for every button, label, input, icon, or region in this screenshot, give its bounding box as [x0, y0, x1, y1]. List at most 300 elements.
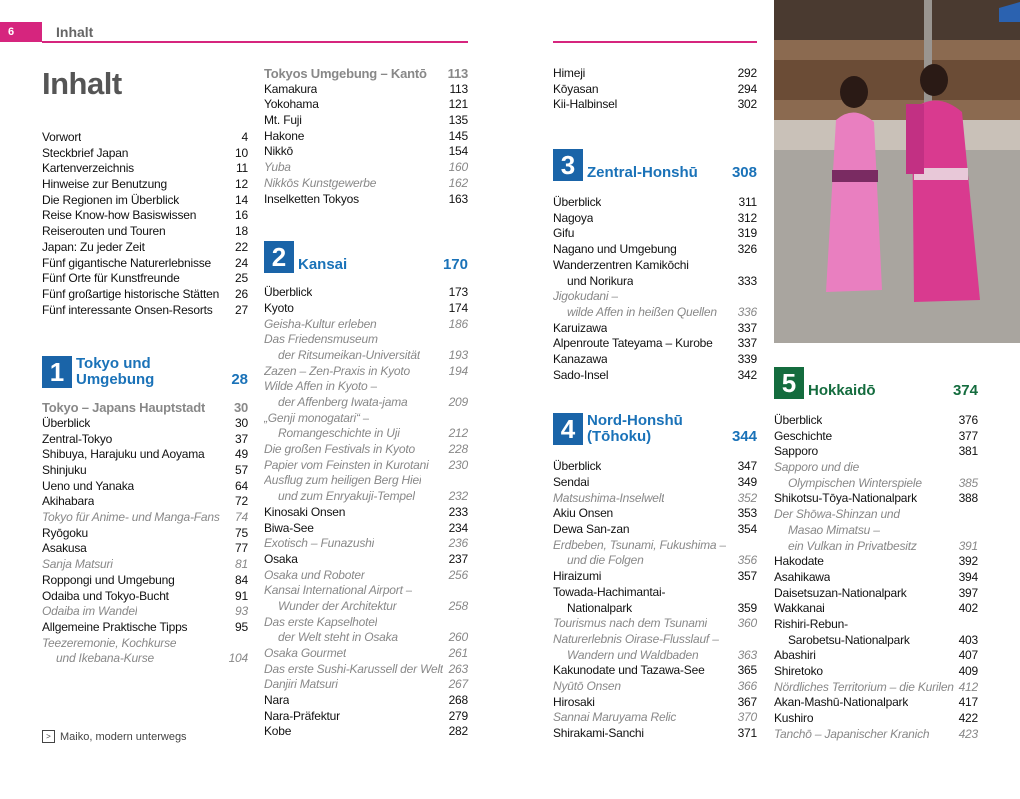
toc-entry-page: 95: [235, 619, 248, 634]
header-rule-right: [553, 41, 757, 43]
toc-entry-title: Sendai: [553, 475, 590, 489]
toc-entry-page: 228: [448, 442, 468, 457]
toc-entry-title: Das Friedensmuseum: [264, 332, 378, 347]
toc-entry-title: Wilde Affen in Kyoto –: [264, 379, 378, 394]
toc-entry[interactable]: [264, 536, 468, 552]
toc-entry-page: 294: [737, 81, 757, 96]
toc-entry[interactable]: [42, 463, 248, 479]
toc-entry[interactable]: [42, 416, 248, 432]
toc-entry[interactable]: [42, 494, 248, 510]
toc-entry[interactable]: [774, 476, 978, 492]
toc-entry[interactable]: [264, 97, 468, 113]
toc-entry[interactable]: [774, 680, 978, 696]
toc-entry[interactable]: [42, 541, 248, 557]
toc-entry-title: Akan-Mashū-Nationalpark: [774, 695, 909, 710]
chapter-page: 170: [442, 256, 468, 274]
toc-entry-page: 113: [447, 66, 468, 81]
toc-entry-title: Asahikawa: [774, 569, 831, 584]
toc-entry-title: Osaka Gourmet: [264, 646, 347, 660]
toc-entry-title: Shinjuku: [42, 463, 87, 477]
toc-entry[interactable]: [774, 711, 978, 727]
toc-entry[interactable]: [42, 651, 248, 667]
toc-entry[interactable]: [264, 473, 468, 489]
toc-entry[interactable]: [774, 664, 978, 680]
toc-entry[interactable]: [553, 97, 757, 113]
toc-entry[interactable]: [264, 129, 468, 145]
chapter-title-line-2: (Tōhoku): [587, 428, 652, 446]
toc-entry-page: 24: [235, 255, 248, 270]
toc-entry-title: Kakunodate und Tazawa-See: [553, 663, 705, 678]
toc-entry-title: Kamakura: [264, 81, 318, 96]
toc-entry-title: Papier vom Feinsten in Kurotani: [264, 457, 429, 472]
toc-entry[interactable]: [42, 400, 248, 416]
toc-entry-title: und die Folgen: [567, 553, 644, 568]
toc-entry-page: 212: [448, 426, 468, 441]
toc-entry-page: 376: [958, 413, 978, 427]
toc-entry-title: Überblick: [553, 459, 602, 474]
toc-entry-title: Jigokudani –: [553, 289, 618, 304]
kimono-women-photo: [774, 0, 1020, 343]
toc-entry[interactable]: [553, 258, 757, 274]
toc-entry[interactable]: [264, 583, 468, 599]
toc-entry-title: Kii-Halbinsel: [553, 97, 618, 112]
toc-entry[interactable]: [553, 66, 757, 82]
toc-entry[interactable]: [42, 589, 248, 605]
toc-entry-title: Akihabara: [42, 494, 95, 509]
toc-entry-page: 104: [228, 651, 248, 666]
toc-entry-title: Towada-Hachimantai-: [553, 584, 666, 599]
toc-entry-page: 4: [241, 130, 248, 144]
toc-entry-title: Reise Know-how Basiswissen: [42, 208, 197, 223]
toc-entry[interactable]: [774, 460, 978, 476]
toc-entry-title: Erdbeben, Tsunami, Fukushima –: [553, 537, 726, 552]
toc-entry[interactable]: [774, 695, 978, 711]
toc-entry-page: 72: [235, 494, 248, 509]
toc-entry-page: 353: [737, 506, 757, 521]
toc-entry[interactable]: [774, 727, 978, 743]
toc-entry[interactable]: [774, 586, 978, 602]
toc-entry[interactable]: [42, 303, 248, 319]
toc-entry-title: Masao Mimatsu –: [788, 522, 880, 537]
toc-entry-title: Yokohama: [264, 97, 319, 112]
toc-entry-page: 193: [448, 347, 468, 362]
toc-entry[interactable]: [264, 615, 468, 631]
toc-entry-title: Shirakami-Sanchi: [553, 726, 644, 740]
toc-entry-page: 417: [958, 695, 978, 710]
toc-entry[interactable]: [553, 475, 757, 491]
toc-entry[interactable]: [553, 601, 757, 617]
toc-entry-title: Roppongi und Umgebung: [42, 572, 175, 587]
toc-entry[interactable]: [774, 554, 978, 570]
toc-entry[interactable]: [264, 677, 468, 693]
toc-entry-title: Kartenverzeichnis: [42, 161, 134, 176]
toc-entry[interactable]: [264, 317, 468, 333]
toc-entry-page: 30: [233, 400, 248, 416]
chapter-2-heading[interactable]: [264, 239, 468, 273]
toc-entry-title: Fünf Orte für Kunstfreunde: [42, 271, 180, 286]
toc-entry[interactable]: [42, 208, 248, 224]
toc-entry[interactable]: [42, 573, 248, 589]
toc-entry[interactable]: [42, 130, 248, 146]
toc-entry-page: 84: [235, 572, 248, 587]
toc-entry-title: Osaka und Roboter: [264, 567, 365, 582]
toc-entry-title: Odaiba und Tokyo-Bucht: [42, 588, 169, 603]
toc-entry-page: 370: [737, 710, 757, 725]
toc-entry-title: Nikkō: [264, 144, 294, 159]
toc-entry[interactable]: [42, 604, 248, 620]
toc-entry[interactable]: [774, 539, 978, 555]
toc-entry-title: Kansai International Airport –: [264, 583, 413, 598]
toc-entry[interactable]: [264, 301, 468, 317]
chapter-number: 4: [553, 413, 583, 445]
toc-entry[interactable]: [42, 510, 248, 526]
toc-entry-title: Rishiri-Rebun-: [774, 616, 848, 631]
toc-entry-title: Shiretoko: [774, 664, 823, 678]
toc-entry[interactable]: [264, 66, 468, 82]
toc-entry-page: 359: [737, 600, 757, 615]
toc-entry[interactable]: [264, 285, 468, 301]
toc-entry[interactable]: [553, 305, 757, 321]
toc-entry-title: Tokyo für Anime- und Manga-Fans: [42, 510, 220, 525]
toc-entry-page: 363: [737, 647, 757, 662]
running-header: Inhalt: [56, 24, 94, 40]
toc-entry[interactable]: [264, 348, 468, 364]
toc-entry[interactable]: [553, 679, 757, 695]
toc-entry-page: 412: [958, 679, 978, 694]
toc-entry-page: 267: [448, 677, 468, 692]
toc-entry-title: Wandern und Waldbaden: [567, 647, 699, 662]
toc-entry[interactable]: [42, 146, 248, 162]
toc-entry[interactable]: [42, 240, 248, 256]
toc-entry-page: 57: [235, 463, 248, 477]
toc-entry-title: Wunder der Architektur: [278, 598, 397, 613]
toc-entry[interactable]: [553, 368, 757, 384]
toc-entry-page: 388: [958, 491, 978, 506]
chapter-title: Kansai: [298, 256, 348, 274]
toc-entry-title: Nationalpark: [567, 600, 632, 615]
toc-entry-title: Tourismus nach dem Tsunami: [553, 616, 707, 631]
toc-entry-title: Dewa San-zan: [553, 522, 630, 537]
toc-entry[interactable]: [774, 633, 978, 649]
toc-entry-title: Karuizawa: [553, 320, 608, 335]
toc-entry-title: Biwa-See: [264, 520, 314, 535]
toc-entry[interactable]: [42, 271, 248, 287]
toc-entry-title: Nikkōs Kunstgewerbe: [264, 175, 377, 190]
arrow-right-box-icon: >: [42, 730, 55, 743]
chapter-5-heading[interactable]: [774, 365, 978, 399]
toc-entry-page: 339: [737, 351, 757, 366]
toc-entry-page: 93: [235, 604, 248, 619]
toc-entry[interactable]: [264, 709, 468, 725]
toc-entry[interactable]: [774, 413, 978, 429]
toc-entry[interactable]: [264, 662, 468, 678]
toc-entry-title: Überblick: [774, 413, 823, 427]
toc-entry-title: Vorwort: [42, 130, 82, 144]
toc-entry-title: Überblick: [264, 285, 313, 300]
toc-entry-title: Gifu: [553, 226, 575, 241]
toc-entry-title: Romangeschichte in Uji: [278, 426, 400, 441]
toc-entry-title: Abashiri: [774, 648, 816, 663]
toc-entry[interactable]: [42, 479, 248, 495]
toc-column-4: [774, 365, 978, 742]
toc-entry[interactable]: [264, 113, 468, 129]
toc-entry-page: 27: [235, 302, 248, 317]
toc-entry-page: 230: [448, 457, 468, 472]
toc-entry-page: 113: [449, 81, 468, 96]
toc-entry-title: Nara: [264, 693, 290, 708]
toc-entry[interactable]: [774, 617, 978, 633]
page-title: Inhalt: [42, 66, 122, 101]
toc-entry-page: 30: [235, 415, 248, 430]
toc-entry-title: Odaiba im Wandel: [42, 604, 138, 619]
toc-entry-page: 14: [235, 192, 248, 207]
toc-entry[interactable]: [264, 144, 468, 160]
toc-entry-title: der Welt steht in Osaka: [278, 630, 398, 645]
chapter-title: Tokyo und Umgebung: [76, 355, 155, 389]
toc-entry[interactable]: [774, 570, 978, 586]
toc-column-2: [264, 66, 468, 740]
toc-entry[interactable]: [264, 505, 468, 521]
toc-entry-title: Wakkanai: [774, 601, 825, 616]
toc-entry-title: Danjiri Matsuri: [264, 677, 338, 692]
toc-entry-page: 154: [448, 144, 468, 159]
toc-entry-page: 333: [737, 273, 757, 288]
toc-entry-title: Fünf gigantische Naturerlebnisse: [42, 255, 212, 270]
toc-entry[interactable]: [42, 636, 248, 652]
toc-entry-title: Himeji: [553, 66, 586, 80]
toc-entry[interactable]: [553, 226, 757, 242]
toc-entry-page: 16: [235, 208, 248, 223]
toc-entry[interactable]: [264, 82, 468, 98]
toc-entry-title: Kinosaki Onsen: [264, 504, 346, 519]
toc-entry-page: 121: [448, 97, 468, 112]
toc-entry-page: 209: [448, 395, 468, 409]
toc-entry-page: 194: [448, 363, 468, 378]
header-rule-left: [42, 41, 468, 43]
toc-entry-page: 371: [737, 726, 757, 740]
chapter-number: 1: [42, 356, 72, 388]
toc-entry-page: 402: [958, 601, 978, 616]
toc-entry-page: 236: [448, 536, 468, 551]
toc-entry-page: 352: [737, 490, 757, 505]
toc-entry-title: ein Vulkan in Privatbesitz: [788, 538, 917, 553]
toc-entry-page: 292: [737, 66, 757, 80]
toc-entry[interactable]: [264, 630, 468, 646]
toc-entry-title: Matsushima-Inselwelt: [553, 490, 665, 505]
toc-entry-title: Nyūtō Onsen: [553, 678, 621, 693]
toc-entry[interactable]: [264, 395, 468, 411]
toc-entry-page: 326: [737, 242, 757, 257]
toc-entry[interactable]: [553, 289, 757, 305]
toc-entry[interactable]: [553, 648, 757, 664]
toc-entry[interactable]: [774, 601, 978, 617]
toc-entry-page: 173: [448, 285, 468, 300]
toc-entry[interactable]: [42, 620, 248, 636]
toc-entry-title: Sapporo und die: [774, 460, 860, 475]
toc-entry[interactable]: [553, 459, 757, 475]
chapter-4-heading[interactable]: [553, 413, 757, 445]
toc-entry[interactable]: [553, 616, 757, 632]
toc-entry-page: 49: [235, 447, 248, 462]
toc-entry[interactable]: [264, 442, 468, 458]
toc-entry-title: Sapporo: [774, 444, 818, 459]
toc-entry[interactable]: [774, 523, 978, 539]
toc-entry-page: 391: [958, 538, 978, 553]
toc-entry[interactable]: [42, 287, 248, 303]
toc-entry[interactable]: [42, 177, 248, 193]
toc-entry[interactable]: [264, 192, 468, 208]
toc-entry-title: Fünf großartige historische Stätten: [42, 286, 220, 301]
toc-entry[interactable]: [553, 352, 757, 368]
toc-entry[interactable]: [774, 648, 978, 664]
toc-entry-page: 186: [448, 316, 468, 331]
toc-entry-title: Inselketten Tokyos: [264, 191, 359, 206]
toc-entry-title: Teezeremonie, Kochkurse: [42, 635, 177, 650]
toc-entry-title: Kōyasan: [553, 81, 599, 96]
toc-entry-title: Ausflug zum heiligen Berg Hiei: [264, 473, 422, 488]
toc-entry-title: Hiraizumi: [553, 569, 602, 584]
toc-entry[interactable]: [553, 522, 757, 538]
toc-entry-page: 37: [235, 431, 248, 446]
toc-entry-page: 11: [235, 161, 248, 176]
toc-entry[interactable]: [553, 585, 757, 601]
toc-entry[interactable]: [264, 568, 468, 584]
toc-entry[interactable]: [264, 176, 468, 192]
toc-entry-page: 10: [235, 145, 248, 160]
toc-entry-title: Alpenroute Tateyama – Kurobe: [553, 336, 713, 351]
toc-entry[interactable]: [553, 321, 757, 337]
toc-entry[interactable]: [553, 195, 757, 211]
toc-entry-page: 160: [448, 160, 468, 175]
toc-entry-page: 162: [448, 175, 468, 190]
chapter-number: 3: [553, 149, 583, 181]
toc-entry-page: 263: [448, 661, 468, 676]
toc-entry[interactable]: [553, 632, 757, 648]
toc-entry-title: Sanja Matsuri: [42, 557, 113, 572]
toc-entry-page: 365: [737, 663, 757, 678]
chapter-1-heading[interactable]: [42, 354, 248, 388]
toc-entry-page: 268: [448, 693, 468, 708]
toc-entry[interactable]: [264, 332, 468, 348]
toc-entry[interactable]: [553, 506, 757, 522]
toc-entry[interactable]: [264, 724, 468, 740]
toc-entry[interactable]: [553, 211, 757, 227]
toc-entry-title: Geisha-Kultur erleben: [264, 316, 377, 331]
chapter-title: Zentral-Honshū: [587, 164, 698, 182]
toc-entry-title: Ryōgoku: [42, 525, 88, 540]
toc-entry[interactable]: [264, 599, 468, 615]
toc-entry-page: 77: [235, 541, 248, 556]
toc-entry-page: 256: [448, 567, 468, 582]
toc-entry-page: 366: [737, 678, 757, 693]
toc-entry-page: 357: [737, 569, 757, 584]
toc-entry-title: Tokyo – Japans Hauptstadt: [42, 400, 206, 416]
chapter-title-line-1: Nord-Honshū: [587, 412, 683, 430]
toc-entry-page: 422: [958, 711, 978, 726]
toc-entry-title: Shikotsu-Tōya-Nationalpark: [774, 491, 917, 506]
toc-entry[interactable]: [553, 710, 757, 726]
toc-entry-page: 311: [738, 195, 757, 210]
toc-entry-title: Wanderzentren Kamikōchi: [553, 257, 689, 272]
toc-entry-title: Naturerlebnis Oirase-Flusslauf –: [553, 631, 719, 646]
toc-entry[interactable]: [553, 663, 757, 679]
toc-entry-page: 145: [448, 128, 468, 143]
toc-entry-title: Geschichte: [774, 428, 833, 443]
toc-entry[interactable]: [553, 336, 757, 352]
page-number: 6: [8, 26, 15, 38]
toc-entry-title: Zentral-Tokyo: [42, 431, 113, 446]
toc-entry[interactable]: [42, 224, 248, 240]
toc-entry[interactable]: [264, 379, 468, 395]
toc-entry[interactable]: [774, 444, 978, 460]
toc-entry[interactable]: [774, 507, 978, 523]
toc-entry[interactable]: [553, 569, 757, 585]
toc-entry[interactable]: [553, 82, 757, 98]
toc-entry[interactable]: [553, 538, 757, 554]
toc-entry-page: 26: [235, 286, 248, 301]
toc-entry[interactable]: [264, 489, 468, 505]
toc-entry-page: 260: [448, 630, 468, 645]
toc-entry-title: Ueno und Yanaka: [42, 478, 134, 493]
toc-entry[interactable]: [553, 726, 757, 742]
toc-entry[interactable]: [42, 526, 248, 542]
toc-entry[interactable]: [553, 553, 757, 569]
toc-entry-title: Exotisch – Funazushi: [264, 536, 375, 551]
toc-entry-title: Nagano und Umgebung: [553, 242, 677, 257]
toc-entry[interactable]: [264, 364, 468, 380]
toc-entry[interactable]: [264, 693, 468, 709]
toc-entry[interactable]: [42, 557, 248, 573]
toc-entry[interactable]: [42, 193, 248, 209]
toc-entry[interactable]: [42, 432, 248, 448]
toc-entry[interactable]: [264, 160, 468, 176]
toc-entry[interactable]: [553, 242, 757, 258]
toc-entry[interactable]: [553, 274, 757, 290]
toc-entry[interactable]: [264, 646, 468, 662]
toc-entry[interactable]: [264, 458, 468, 474]
toc-entry-page: 407: [958, 648, 978, 663]
chapter-3-heading[interactable]: [553, 147, 757, 181]
toc-entry[interactable]: [264, 426, 468, 442]
toc-entry[interactable]: [553, 695, 757, 711]
toc-entry-page: 319: [737, 226, 757, 241]
toc-entry-title: Steckbrief Japan: [42, 145, 129, 160]
toc-entry-title: Akiu Onsen: [553, 506, 614, 521]
toc-entry-page: 409: [958, 664, 978, 678]
toc-entry-title: Kanazawa: [553, 351, 608, 366]
toc-entry[interactable]: [264, 411, 468, 427]
toc-entry[interactable]: [774, 429, 978, 445]
toc-entry[interactable]: [264, 552, 468, 568]
toc-entry-title: Kyoto: [264, 300, 294, 315]
toc-entry[interactable]: [553, 491, 757, 507]
toc-entry-title: Kobe: [264, 724, 292, 739]
toc-entry-page: 403: [958, 632, 978, 647]
toc-entry-page: 347: [737, 459, 757, 474]
toc-entry-title: und Norikura: [567, 273, 634, 288]
toc-entry-page: 234: [448, 520, 468, 535]
toc-entry[interactable]: [264, 521, 468, 537]
toc-entry[interactable]: [42, 256, 248, 272]
toc-entry[interactable]: [42, 447, 248, 463]
chapter-number: 2: [264, 241, 294, 273]
toc-entry[interactable]: [774, 491, 978, 507]
toc-entry[interactable]: [42, 161, 248, 177]
toc-entry-page: 64: [235, 478, 248, 493]
toc-entry-title: Hakone: [264, 128, 305, 143]
toc-entry-title: Japan: Zu jeder Zeit: [42, 239, 145, 254]
toc-entry-page: 337: [737, 336, 757, 351]
